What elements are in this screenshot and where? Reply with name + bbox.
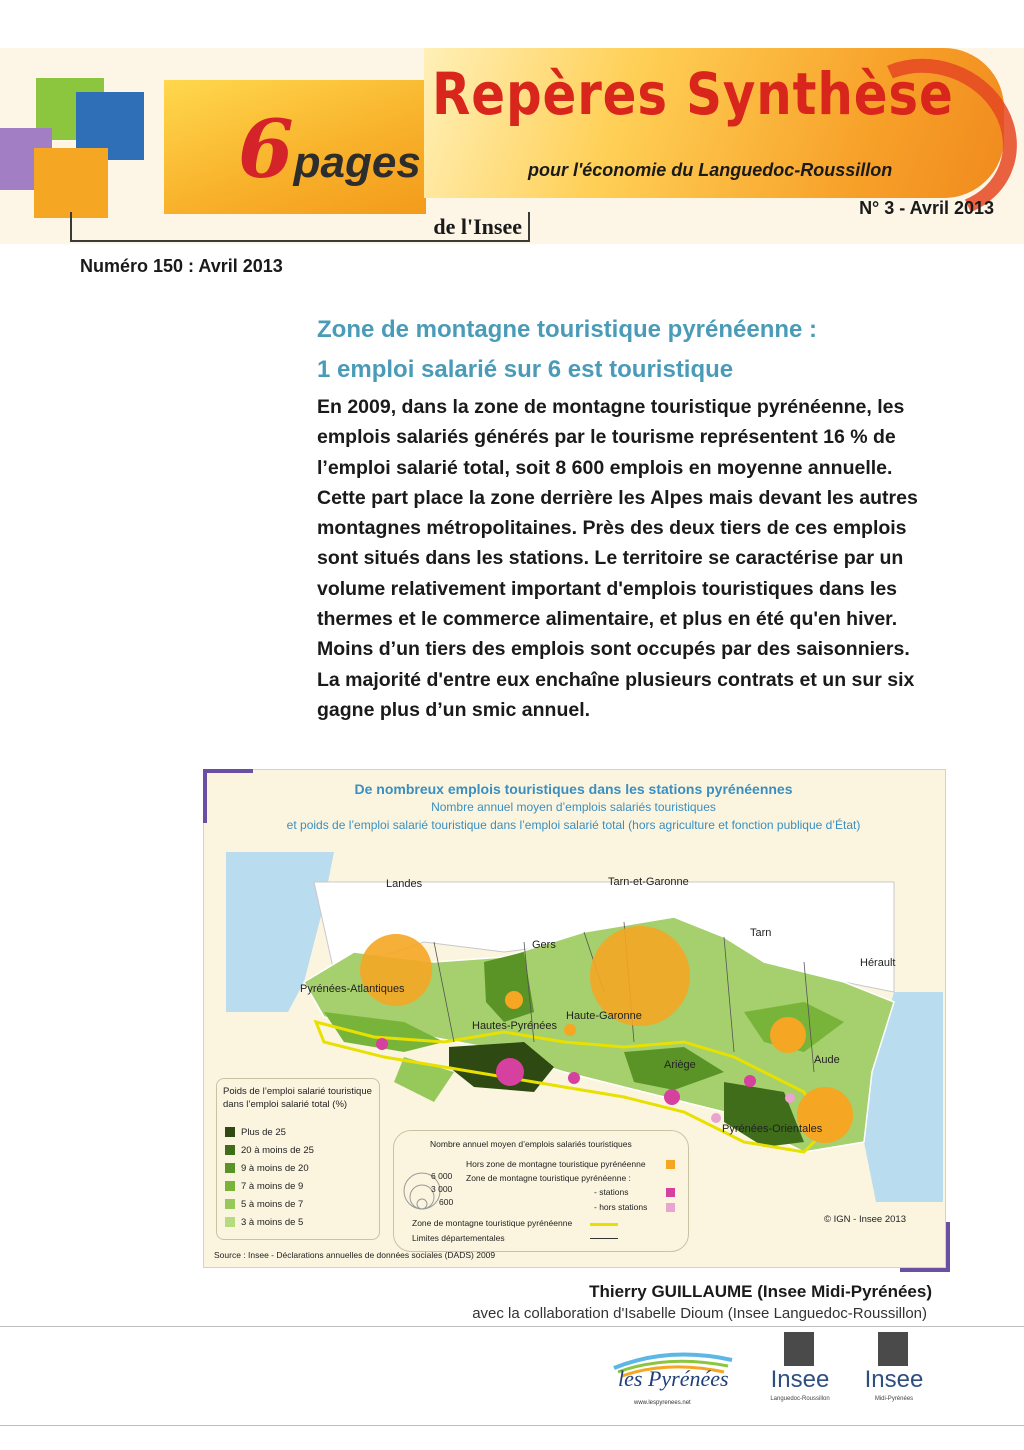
map-subtitle-2: et poids de l’emploi salarié touristique dans l’emploi salarié total (hors agriculture et fonction publique d’État)	[286, 818, 861, 832]
article-lead: En 2009, dans la zone de montagne touristique pyrénéenne, les emplois salariés générés par le tourisme représentent 16 % de l’emploi salarié total, soit 8 600 emplois en moyenne annuelle. Cette part place la zone derrière les Alpes mais devant les autres montagnes métropolitaines. Près des deux tiers de ces emplois sont situés dans les stations. Le territoire se caractérise par un volume relativement important d'emplois touristiques dans les thermes et le commerce alimentaire, et plus en été qu'en hiver. Moins d’un tiers des emplois sont occupés par des saisonniers. La majorité d'entre eux enchaîne plusieurs contrats et un sur six gagne plus d’un smic annuel.	[317, 396, 918, 721]
bubble-station-6	[785, 1093, 795, 1103]
article-title-line2: 1 emploi salarié sur 6 est touristique	[317, 356, 734, 383]
map-source: Source : Insee - Déclarations annuelles de données sociales (DADS) 2009	[214, 1250, 496, 1260]
map-subtitle-1: Nombre annuel moyen d’emplois salariés touristiques	[431, 800, 716, 814]
legend-share-row	[225, 1127, 286, 1141]
legend-share-row	[225, 1145, 314, 1159]
author: Thierry GUILLAUME (Insee Midi-Pyrénées)	[589, 1282, 932, 1301]
legend-size-600: 600	[439, 1197, 454, 1207]
six-number: 6	[238, 102, 294, 196]
six-pages-word: pages	[293, 138, 421, 187]
bubble-station-1	[496, 1058, 524, 1086]
legend-jobs	[393, 1130, 689, 1252]
legend-swatch	[225, 1181, 235, 1191]
legend-item-hors-zone: Hors zone de montagne touristique pyrénéenne	[466, 1159, 646, 1169]
legend-size-3000: 3 000	[431, 1184, 453, 1194]
label-haute-garonne: Haute-Garonne	[566, 1010, 642, 1022]
bubble-pau	[360, 934, 432, 1006]
divider-bottom	[0, 1425, 1024, 1426]
legend-share-label: 20 à moins de 25	[241, 1145, 314, 1156]
reperes-synthese-subtitle: pour l'économie du Languedoc-Roussillon	[528, 160, 893, 180]
insee-lr-sub: Languedoc-Roussillon	[770, 1396, 830, 1402]
legend-share-row	[225, 1181, 303, 1195]
legend-swatch	[225, 1145, 235, 1155]
issue-number: N° 3 - Avril 2013	[859, 198, 994, 218]
label-gers: Gers	[532, 939, 556, 951]
insee-bracket	[70, 212, 530, 242]
bubble-station-3	[568, 1072, 580, 1084]
label-pyrenees-orientales: Pyrénées-Orientales	[722, 1123, 823, 1135]
reperes-synthese-title: Repères Synthèse	[432, 60, 954, 128]
label-tarn-et-garonne: Tarn-et-Garonne	[608, 876, 689, 888]
label-tarn: Tarn	[750, 927, 772, 939]
legend-share-title: Poids de l’emploi salarié touristique dans l’emploi salarié total (%)	[223, 1086, 372, 1110]
label-herault: Hérault	[860, 957, 896, 969]
legend-swatch	[225, 1163, 235, 1173]
legend-jobs-title: Nombre annuel moyen d’emplois salariés touristiques	[430, 1139, 632, 1149]
legend-zone-line-swatch	[590, 1223, 618, 1226]
map-title: De nombreux emplois touristiques dans les stations pyrénéennes	[354, 781, 793, 797]
legend-share-label: 9 à moins de 20	[241, 1163, 309, 1174]
label-ariege: Ariège	[664, 1059, 696, 1071]
insee-mp-logo	[858, 1332, 930, 1414]
logo-square-orange	[34, 148, 108, 218]
map-copyright: © IGN - Insee 2013	[824, 1214, 906, 1225]
insee-mp-word: Insee	[864, 1366, 924, 1393]
legend-item-hors-stations: - hors stations	[594, 1202, 648, 1212]
legend-item-stations: - stations	[594, 1187, 629, 1197]
bubble-carcassonne	[770, 1017, 806, 1053]
legend-dept-line-swatch	[590, 1238, 618, 1239]
publication-number: Numéro 150 : Avril 2013	[80, 256, 283, 276]
legend-share-row	[225, 1163, 309, 1177]
legend-zone-line: Zone de montagne touristique pyrénéenne	[412, 1218, 573, 1228]
article-title	[317, 310, 957, 390]
label-landes: Landes	[386, 878, 423, 890]
legend-share-row	[225, 1217, 303, 1231]
bubble-station-7	[711, 1113, 721, 1123]
legend-size-6000: 6 000	[431, 1171, 453, 1181]
bubble-station-5	[744, 1075, 756, 1087]
six-pages-logo	[238, 104, 421, 204]
legend-swatch	[225, 1199, 235, 1209]
legend-swatch	[225, 1127, 235, 1137]
label-pyrenees-atlantiques: Pyrénées-Atlantiques	[300, 983, 405, 995]
legend-share-label: 7 à moins de 9	[241, 1181, 304, 1192]
legend-item-zone: Zone de montagne touristique pyrénéenne :	[466, 1173, 631, 1183]
insee-mp-sub: Midi-Pyrénées	[874, 1396, 914, 1402]
collaborator: avec la collaboration d'Isabelle Dioum (Insee Languedoc-Roussillon)	[472, 1305, 927, 1322]
de-insee-label: de l'Insee	[433, 214, 522, 239]
divider-top	[0, 1326, 1024, 1327]
bubble-station-4	[664, 1089, 680, 1105]
bubble-mid	[564, 1024, 576, 1036]
legend-swatch-pink	[666, 1188, 675, 1197]
article-title-line1: Zone de montagne touristique pyrénéenne :	[317, 316, 818, 343]
label-aude: Aude	[814, 1054, 840, 1066]
legend-share-row	[225, 1199, 303, 1213]
bubble-tarbes	[505, 991, 523, 1009]
insee-lr-word: Insee	[770, 1366, 830, 1393]
insee-mark-icon	[784, 1332, 814, 1366]
insee-mark-icon	[878, 1332, 908, 1366]
legend-share-label: Plus de 25	[241, 1127, 286, 1138]
legend-swatch-orange	[666, 1160, 675, 1169]
legend-share	[216, 1078, 380, 1240]
pyrenees-logo-text: les Pyrénées	[618, 1366, 729, 1391]
legend-swatch	[225, 1217, 235, 1227]
legend-share-label: 5 à moins de 7	[241, 1199, 304, 1210]
label-hautes-pyrenees: Hautes-Pyrénées	[472, 1020, 557, 1032]
pyrenees-logo-url: www.lespyrenees.net	[634, 1400, 691, 1406]
legend-dept-line: Limites départementales	[412, 1233, 505, 1243]
legend-swatch-light-pink	[666, 1203, 675, 1212]
legend-share-label: 3 à moins de 5	[241, 1217, 304, 1228]
insee-lr-logo	[764, 1332, 836, 1414]
bubble-station-2	[376, 1038, 388, 1050]
